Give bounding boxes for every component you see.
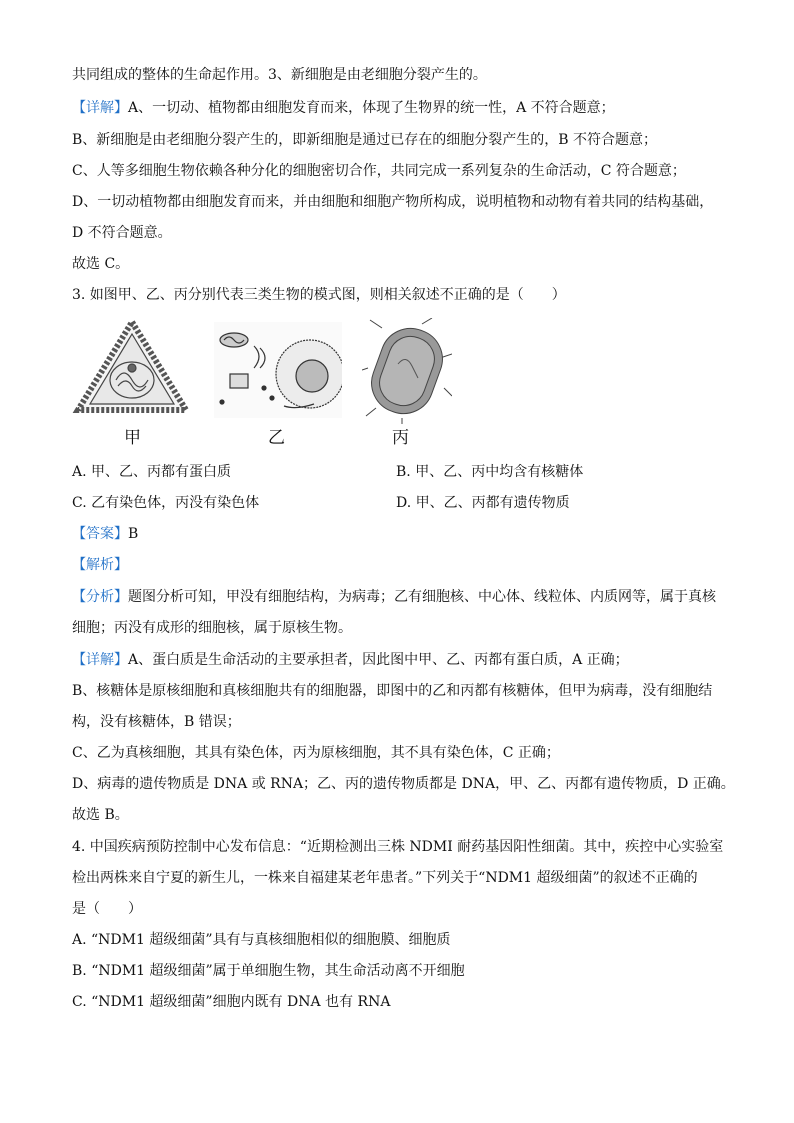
line-4: C、人等多细胞生物依赖各种分化的细胞密切合作，共同完成一系列复杂的生命活动，C 符合题意； xyxy=(72,163,686,179)
detail-text: A、一切动、植物都由细胞发育而来，体现了生物界的统一性，A 不符合题意； xyxy=(128,100,615,116)
fenxi-text: 题图分析可知，甲没有细胞结构，为病毒；乙有细胞核、中心体、线粒体、内质网等，属于真核 xyxy=(128,589,716,605)
q4-option-c: C. “NDM1 超级细菌”细胞内既有 DNA 也有 RNA xyxy=(72,994,391,1010)
option-d: D. 甲、乙、丙都有遗传物质 xyxy=(396,495,570,511)
bacterium-diagram xyxy=(362,318,452,424)
detail-line-b2: 构，没有核糖体，B 错误； xyxy=(72,714,241,730)
line-7: 故选 C。 xyxy=(72,256,130,272)
analysis-tag: 【解析】 xyxy=(72,557,128,573)
q4-option-b: B. “NDM1 超级细菌”属于单细胞生物，其生命活动离不开细胞 xyxy=(72,963,465,979)
line-3: B、新细胞是由老细胞分裂产生的，即新细胞是通过已存在的细胞分裂产生的，B 不符合题意； xyxy=(72,132,658,148)
caption-bing: 丙 xyxy=(392,428,409,448)
analysis-line-2: 细胞；丙没有成形的细胞核，属于原核生物。 xyxy=(72,620,352,636)
virus-diagram xyxy=(72,318,192,418)
detail-line-a xyxy=(72,650,629,670)
caption-yi: 乙 xyxy=(268,428,285,448)
line-5: D、一切动植物都由细胞发育而来，并由细胞和细胞产物所构成，说明植物和动物有着共同的结构基础， xyxy=(72,194,714,210)
question-4-line-3: 是（ ） xyxy=(72,901,142,917)
option-a: A. 甲、乙、丙都有蛋白质 xyxy=(72,464,232,480)
line-2 xyxy=(72,98,615,118)
q4-option-a: A. “NDM1 超级细菌”具有与真核细胞相似的细胞膜、细胞质 xyxy=(72,932,451,948)
conclusion-line: 故选 B。 xyxy=(72,807,129,823)
xiangjie-tag: 【详解】 xyxy=(72,652,128,668)
line-6: D 不符合题意。 xyxy=(72,225,172,241)
detail-line-c: C、乙为真核细胞，其具有染色体，丙为原核细胞，其不具有染色体，C 正确； xyxy=(72,745,560,761)
xiangjie-text: A、蛋白质是生命活动的主要承担者，因此图中甲、乙、丙都有蛋白质，A 正确； xyxy=(128,652,629,668)
detail-tag: 【详解】 xyxy=(72,100,128,116)
caption-jia: 甲 xyxy=(124,428,141,448)
eukaryotic-cell-diagram xyxy=(214,322,342,418)
analysis-line-1 xyxy=(72,587,716,607)
fenxi-tag: 【分析】 xyxy=(72,589,128,605)
detail-line-b1: B、核糖体是原核细胞和真核细胞共有的细胞器，即图中的乙和丙都有核糖体，但甲为病毒，没有细胞结 xyxy=(72,683,713,699)
answer-line xyxy=(72,524,138,544)
detail-line-d: D、病毒的遗传物质是 DNA 或 RNA；乙、丙的遗传物质都是 DNA，甲、乙、丙都有遗传物质，D 正确。 xyxy=(72,776,735,792)
analysis-heading xyxy=(72,555,128,575)
question-4-line-2: 检出两株来自宁夏的新生儿，一株来自福建某老年患者。”下列关于“NDM1 超级细菌”的叙述不正确的 xyxy=(72,870,698,886)
answer-value: B xyxy=(128,526,139,542)
option-b: B. 甲、乙、丙中均含有核糖体 xyxy=(396,464,584,480)
answer-tag: 【答案】 xyxy=(72,526,128,542)
question-3: 3. 如图甲、乙、丙分别代表三类生物的模式图，则相关叙述不正确的是（ ） xyxy=(72,287,566,303)
option-c: C. 乙有染色体，丙没有染色体 xyxy=(72,495,260,511)
question-4-line-1: 4. 中国疾病预防控制中心发布信息：“近期检测出三株 NDMI 耐药基因阳性细菌。其中，疾控中心实验室 xyxy=(72,839,724,855)
line-1: 共同组成的整体的生命起作用。3、新细胞是由老细胞分裂产生的。 xyxy=(72,67,487,83)
